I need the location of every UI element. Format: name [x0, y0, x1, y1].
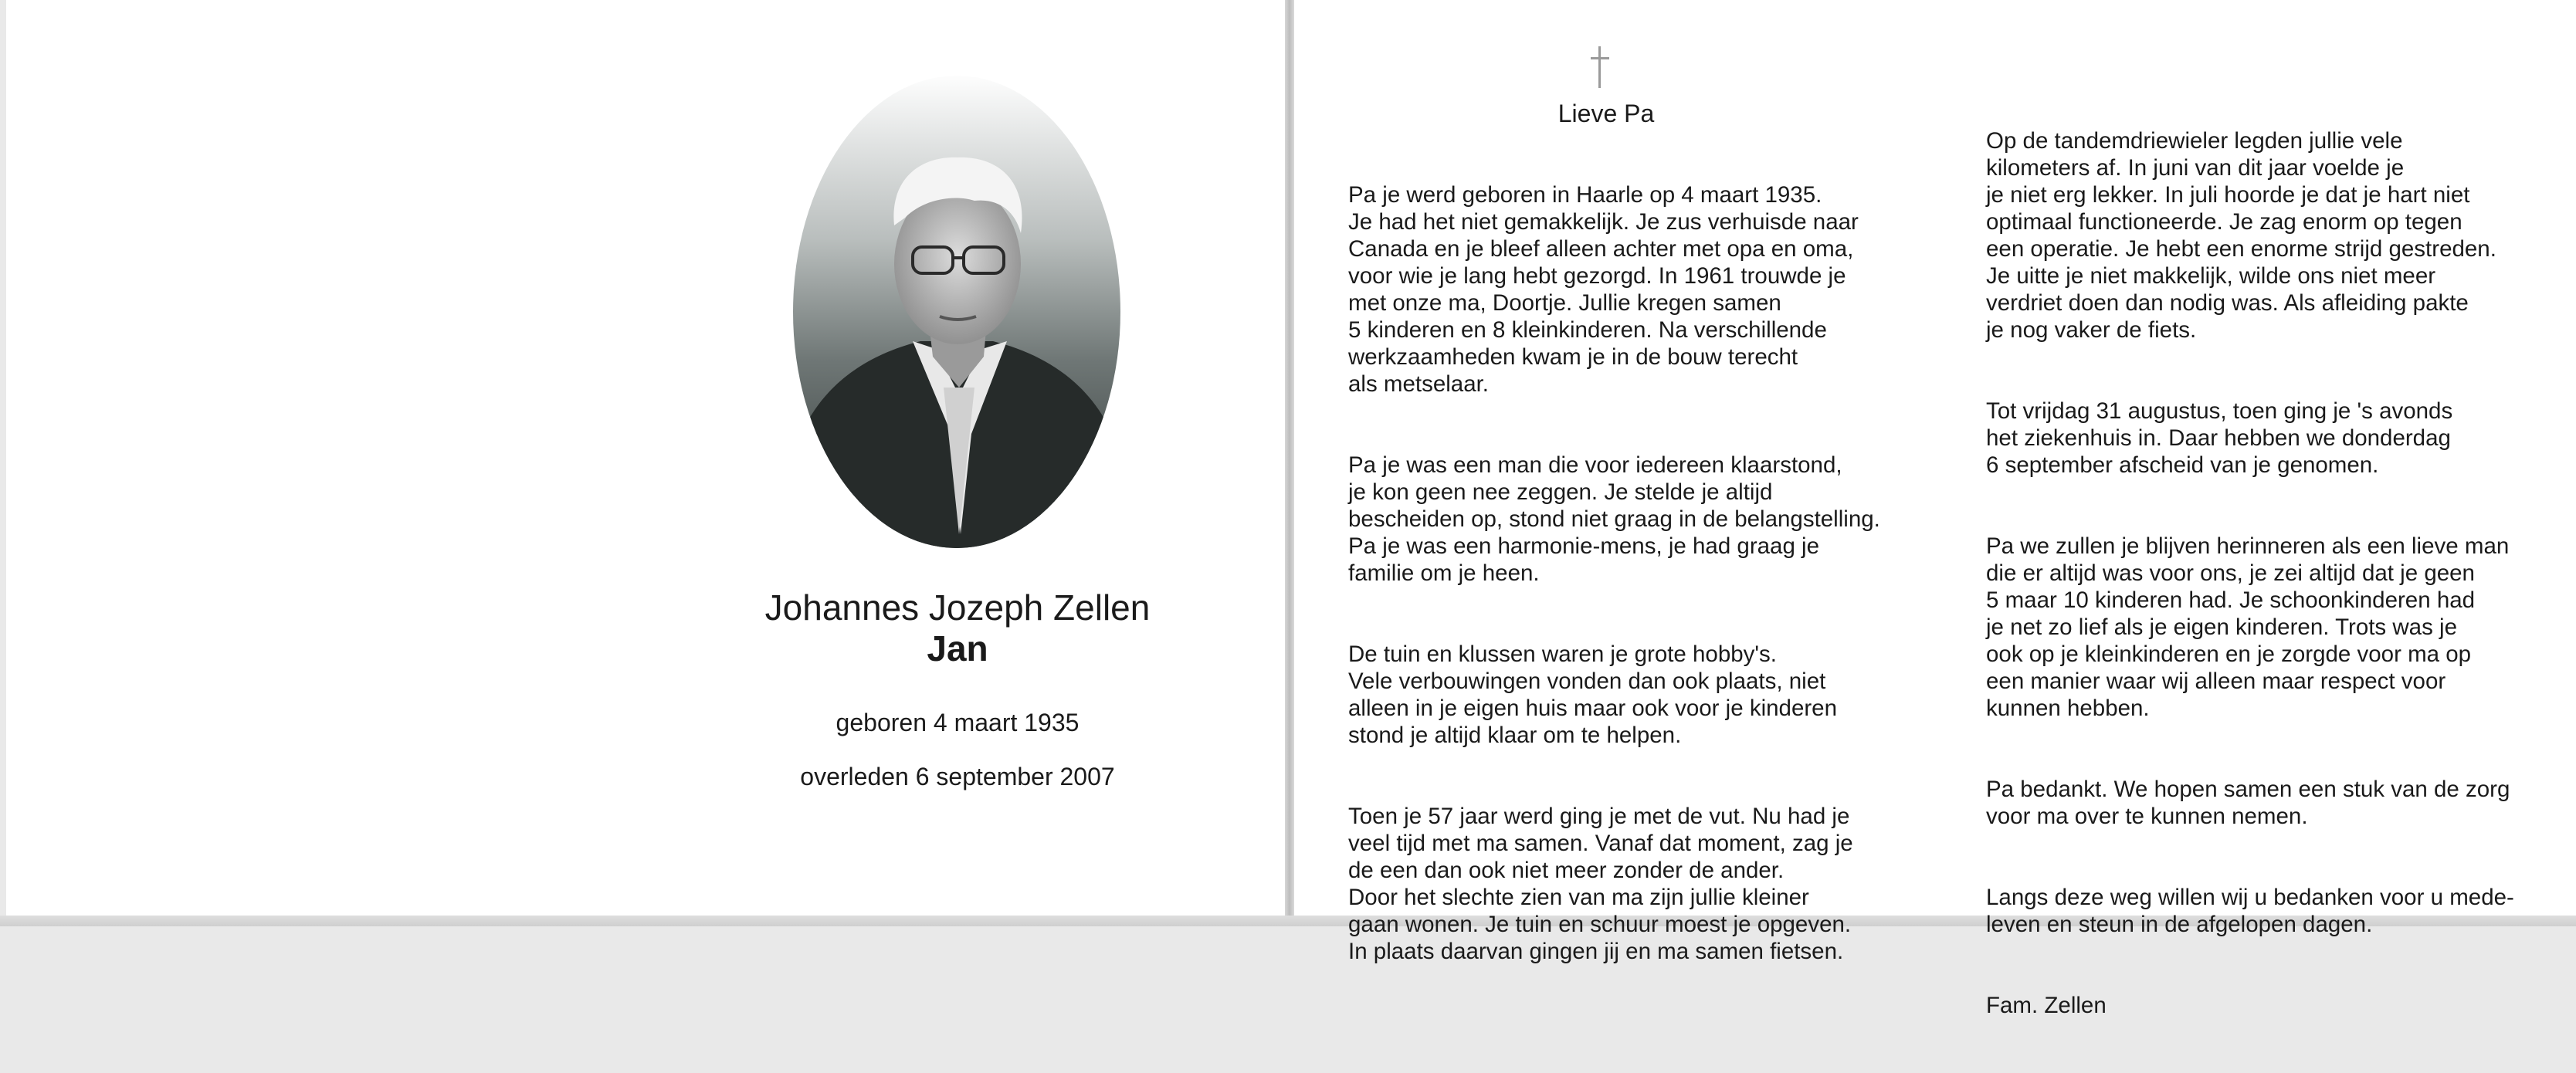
paragraph: De tuin en klussen waren je grote hobby's. Vele verbouwingen vonden dan ook plaats, niet alleen in je eigen huis maar ook voor je kinderen stond je altijd klaar om te helpen. [1348, 641, 1837, 748]
memorial-text-left-column [1348, 154, 1951, 1019]
paragraph: Pa je was een man die voor iedereen klaarstond, je kon geen nee zeggen. Je stelde je altijd bescheiden op, stond niet graag in de belangstelling. Pa je was een harmonie-mens, je had graag je familie om je heen. [1348, 452, 1880, 586]
death-date: overleden 6 september 2007 [800, 763, 1115, 790]
signature: Fam. Zellen [1986, 993, 2107, 1018]
paragraph: Op de tandemdriewieler legden jullie vele kilometers af. In juni van dit jaar voelde je je niet erg lekker. In juli hoorde je dat je hart niet optimaal functioneerde. Je zag enorm op tegen een operatie. Je hebt een enorme strijd gestreden. Je uitte je niet makkelijk, wilde ons niet meer verdriet doen dan nodig was. Als afleiding pakte je nog vaker de fiets. [1986, 128, 2496, 343]
card-fold [1285, 0, 1294, 926]
deceased-nickname: Jan [927, 628, 988, 669]
cross-icon [1587, 45, 1613, 90]
paragraph: Tot vrijdag 31 augustus, toen ging je 's avonds het ziekenhuis in. Daar hebben we donderdag 6 september afscheid van je genomen. [1986, 398, 2453, 478]
memorial-text-right-column [1986, 100, 2573, 1073]
portrait-photo [789, 71, 1124, 553]
paragraph: Pa je werd geboren in Haarle op 4 maart 1935. Je had het niet gemakkelijk. Je zus verhuisde naar Canada en je bleef alleen achter met opa en oma, voor wie je lang hebt gezorgd. In 1961 trouwde je met onze ma, Doortje. Jullie kregen samen 5 kinderen en 8 kleinkinderen. Na verschillende werkzaamheden kwam je in de bouw terecht als metselaar. [1348, 182, 1859, 397]
birth-date: geboren 4 maart 1935 [836, 709, 1080, 736]
deceased-full-name: Johannes Jozeph Zellen [764, 587, 1151, 628]
salutation: Lieve Pa [1557, 100, 1655, 127]
paragraph: Langs deze weg willen wij u bedanken voor u mede- leven en steun in de afgelopen dagen. [1986, 885, 2514, 937]
paragraph: Toen je 57 jaar werd ging je met de vut. Nu had je veel tijd met ma samen. Vanaf dat moment, zag je de een dan ook niet meer zonder de ander. Door het slechte zien van ma zijn jullie kleiner gaan wonen. Je tuin en schuur moest je opgeven. In plaats daarvan gingen jij en ma samen fietsen. [1348, 804, 1853, 964]
paragraph: Pa bedankt. We hopen samen een stuk van de zorg voor ma over te kunnen nemen. [1986, 777, 2510, 829]
paragraph: Pa we zullen je blijven herinneren als een lieve man die er altijd was voor ons, je zei altijd dat je geen 5 maar 10 kinderen had. Je schoonkinderen had je net zo lief als je eigen kinderen. Trots was je ook op je kleinkinderen en je zorgde voor ma op een manier waar wij alleen maar respect voor kunnen hebben. [1986, 533, 2510, 721]
